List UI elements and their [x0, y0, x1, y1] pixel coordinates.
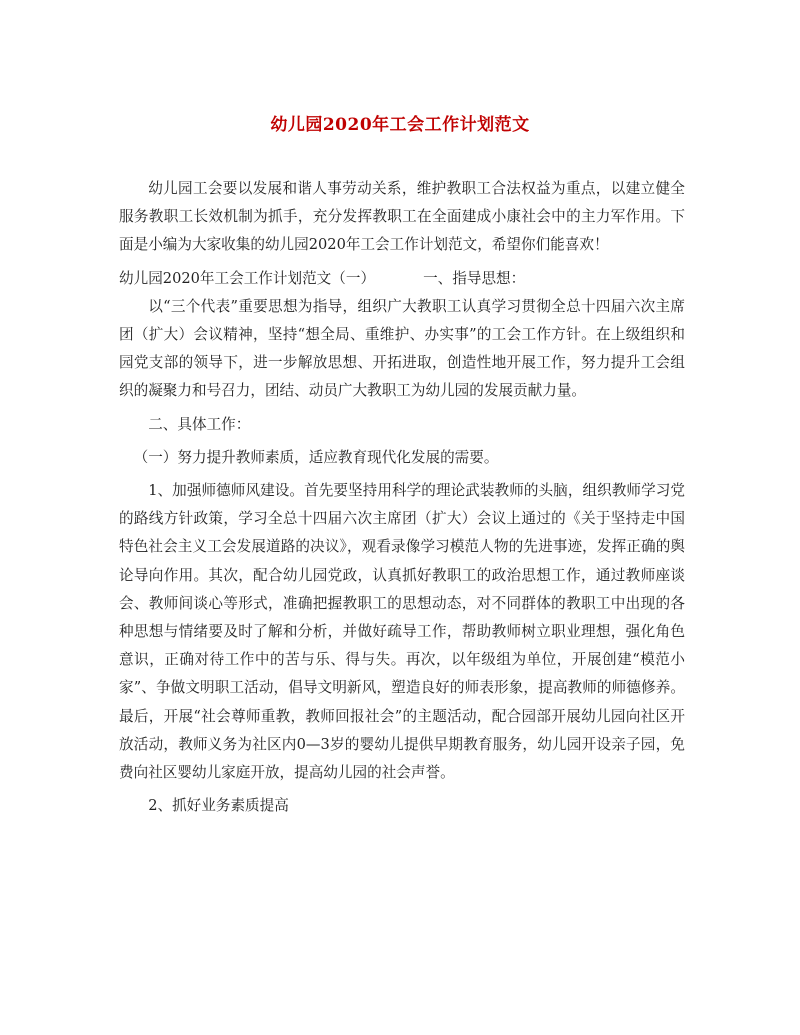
document-body	[119, 175, 685, 820]
section-heading-line	[119, 265, 685, 293]
guiding-ideology-paragraph: 以“三个代表”重要思想为指导，组织广大教职工认真学习贯彻全总十四届六次主席团（扩大）会议精神，坚持“想全局、重维护、办实事”的工会工作方针。在上级组织和园党支部的领导下，进一步解放思想、开拓进取，创造性地开展工作，努力提升工会组织的凝聚力和号召力，团结、动员广大教职工为幼儿园的发展贡献力量。	[119, 297, 685, 400]
specific-work-heading: 二、具体工作：	[148, 415, 251, 433]
item-1-paragraph: 1、加强师德师风建设。首先要坚持用科学的理论武装教师的头脑，组织教师学习党的路线方针政策，学习全总十四届六次主席团（扩大）会议上通过的《关于坚持走中国特色社会主义工会发展道路的决议》，观看录像学习模范人物的先进事迹，发挥正确的舆论导向作用。其次，配合幼儿园党政，认真抓好教职工的政治思想工作，通过教师座谈会、教师间谈心等形式，准确把握教职工的思想动态，对不同群体的教职工中出现的各种思想与情绪要及时了解和分析，并做好疏导工作，帮助教师树立职业理想，强化角色意识，正确对待工作中的苦与乐、得与失。再次，以年级组为单位，开展创建“模范小家”、争做文明职工活动，倡导文明新风，塑造良好的师表形象，提高教师的师德修养。最后，开展“社会尊师重教，教师回报社会”的主题活动，配合园部开展幼儿园向社区开放活动，教师义务为社区内0—3岁的婴幼儿提供早期教育服务，幼儿园开设亲子园，免费向社区婴幼儿家庭开放，提高幼儿园的社会声誉。	[119, 482, 685, 782]
intro-paragraph: 幼儿园工会要以发展和谐人事劳动关系，维护教职工合法权益为重点，以建立健全服务教职工长效机制为抓手，充分发挥教职工在全面建成小康社会中的主力军作用。下面是小编为大家收集的幼儿园2020年工会工作计划范文，希望你们能喜欢！	[119, 180, 685, 254]
guiding-ideology-heading: 一、指导思想：	[423, 269, 526, 287]
section-heading: 幼儿园2020年工会工作计划范文（一）	[119, 269, 376, 287]
item-2-heading: 2、抓好业务素质提高	[148, 797, 289, 815]
document-title: 幼儿园2020年工会工作计划范文	[270, 115, 530, 135]
subsection-1-heading: （一）努力提升教师素质，适应教育现代化发展的需要。	[133, 448, 499, 466]
